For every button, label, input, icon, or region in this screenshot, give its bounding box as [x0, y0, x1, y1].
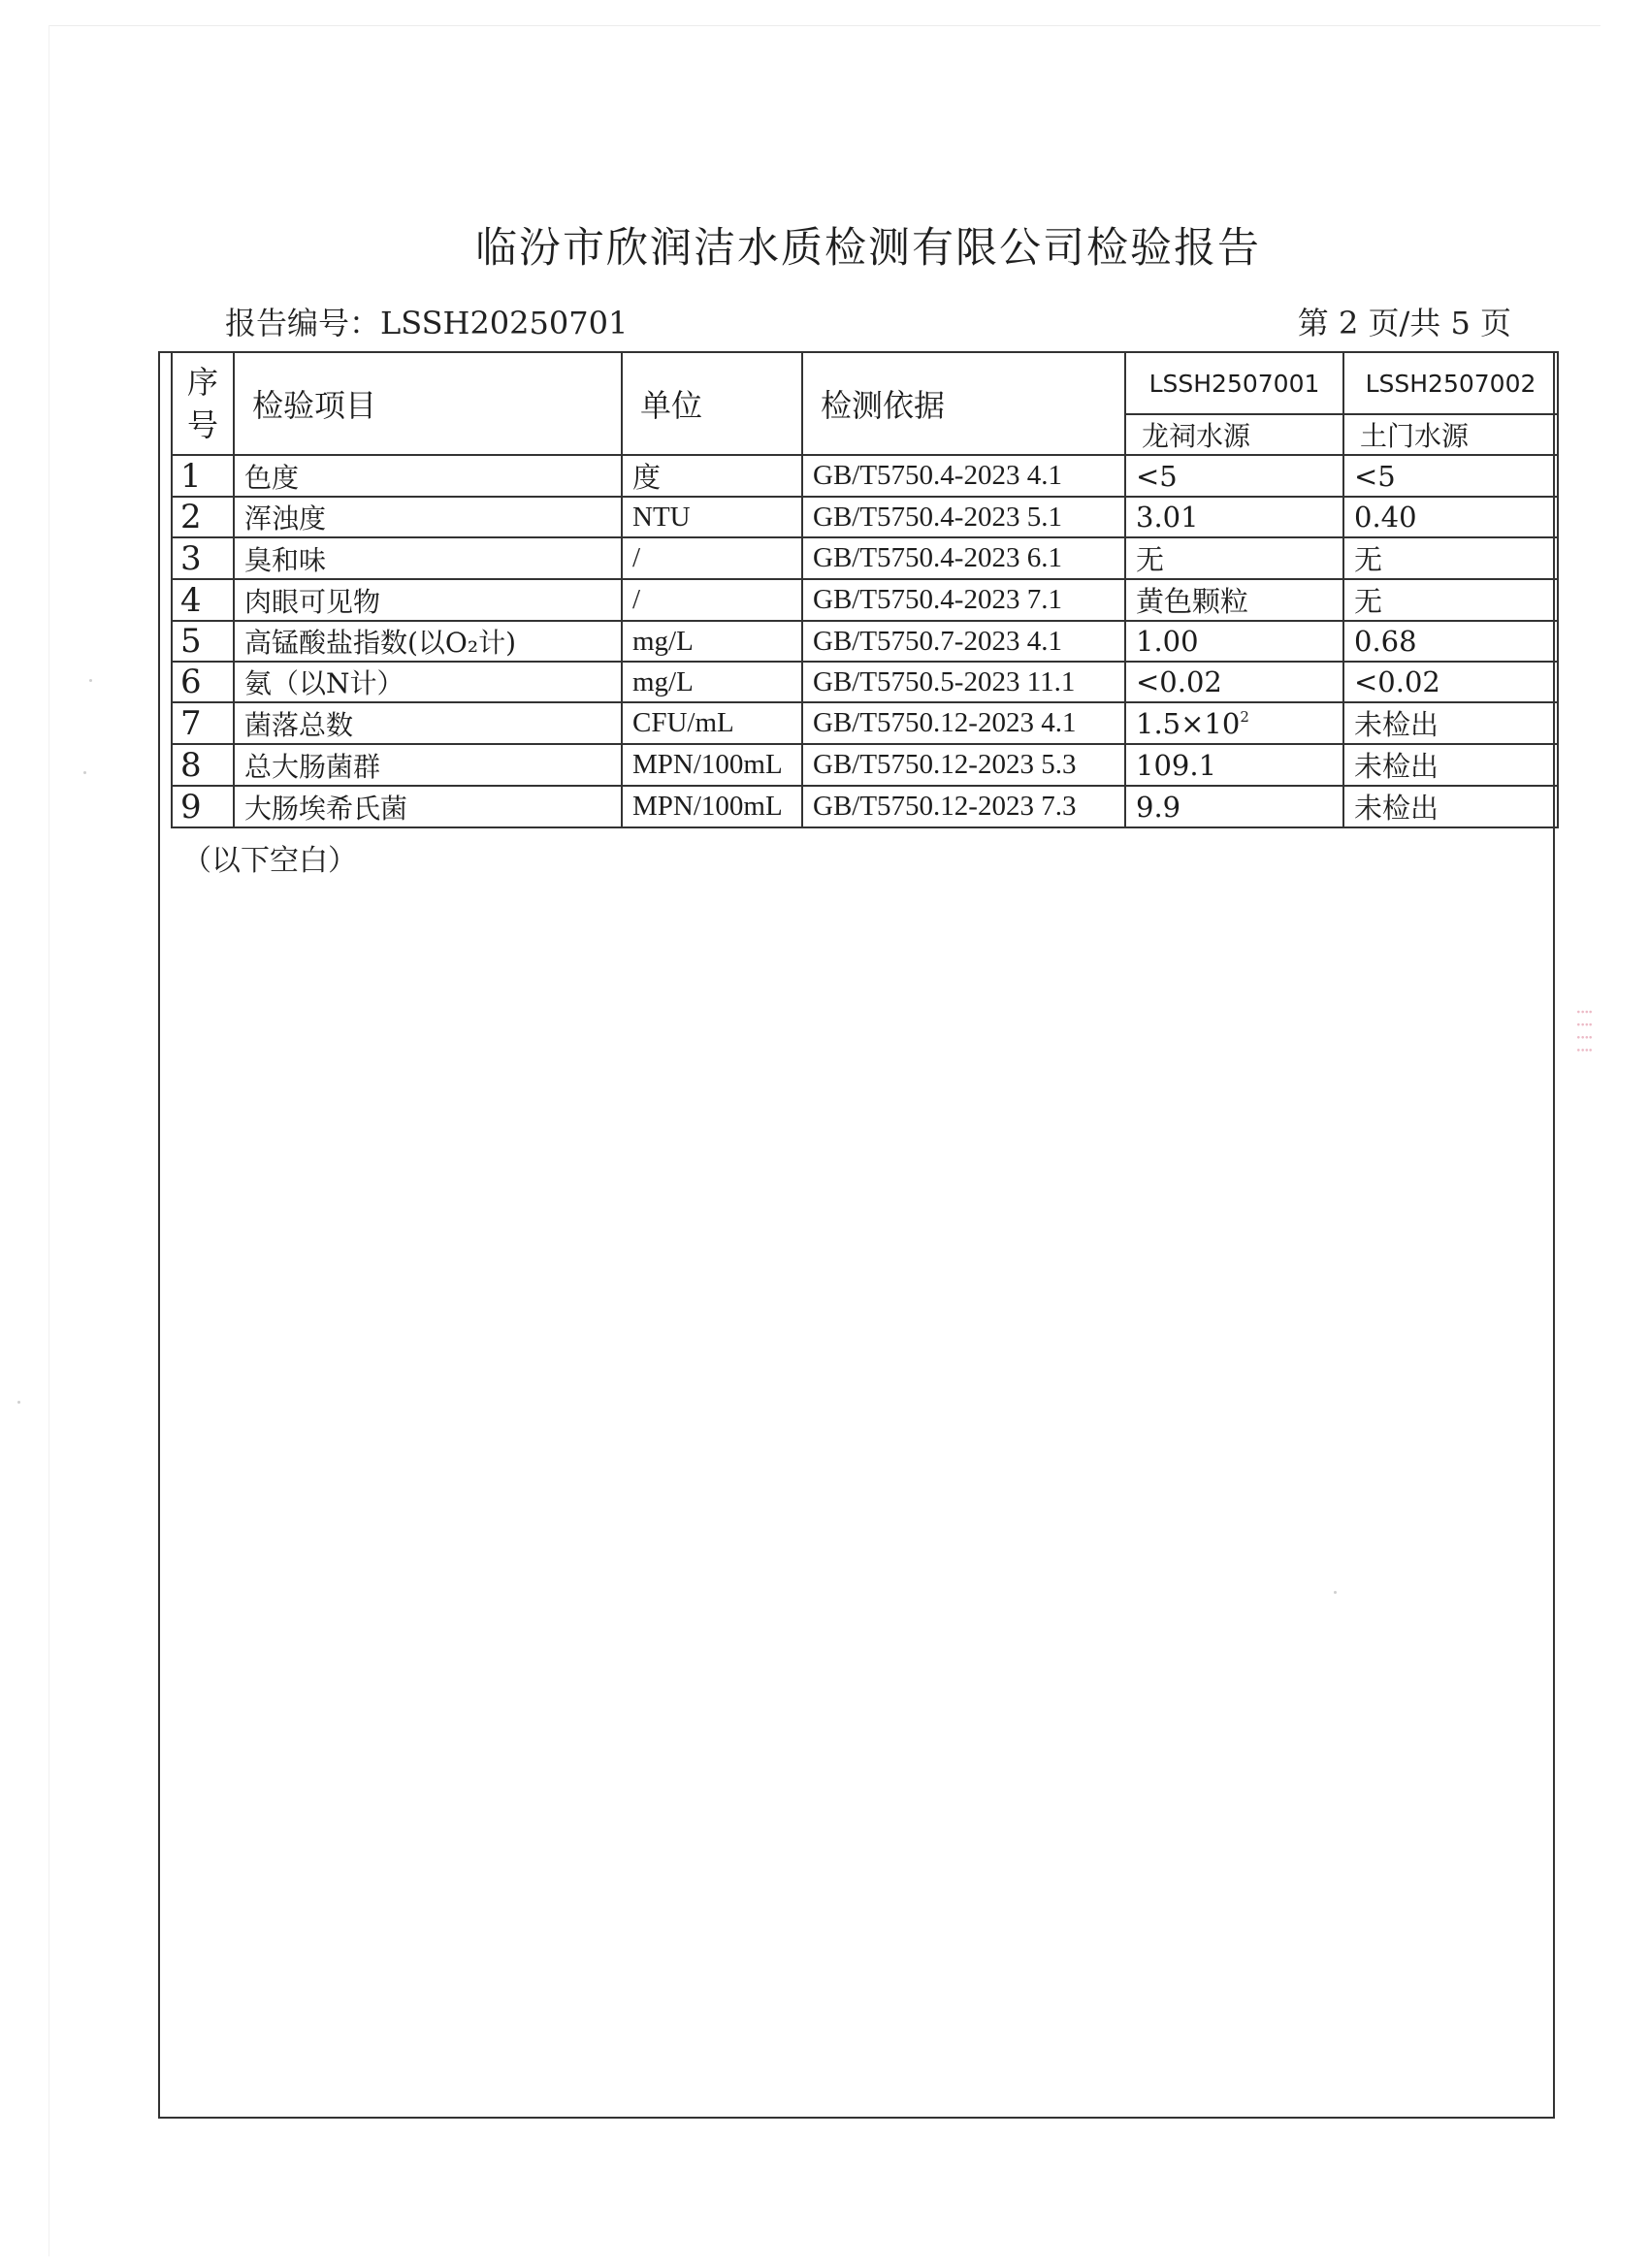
table-row	[172, 537, 1558, 579]
row-method: GB/T5750.5-2023 11.1	[802, 662, 1125, 702]
header-sample1-source: 龙祠水源	[1125, 414, 1343, 455]
row-item: 菌落总数	[234, 702, 622, 744]
row-item: 氨（以N计）	[234, 662, 622, 702]
scan-edge-left	[48, 25, 49, 2256]
row-seq: 6	[172, 662, 234, 702]
row-method: GB/T5750.4-2023 5.1	[802, 497, 1125, 537]
row-seq: 3	[172, 537, 234, 579]
row-method: GB/T5750.12-2023 5.3	[802, 744, 1125, 786]
row-sample1: <5	[1125, 455, 1343, 497]
row-sample1	[1125, 702, 1343, 744]
table-row	[172, 744, 1558, 786]
row-item: 色度	[234, 455, 622, 497]
sample1-mantissa: 1.5×10	[1136, 706, 1241, 740]
row-item: 总大肠菌群	[234, 744, 622, 786]
scan-speck	[1334, 1591, 1337, 1594]
row-unit: NTU	[622, 497, 802, 537]
row-sample2: 未检出	[1343, 786, 1558, 827]
row-seq: 8	[172, 744, 234, 786]
row-sample1: 9.9	[1125, 786, 1343, 827]
row-unit: mg/L	[622, 662, 802, 702]
row-sample2: 无	[1343, 537, 1558, 579]
row-method: GB/T5750.7-2023 4.1	[802, 621, 1125, 662]
row-seq: 4	[172, 579, 234, 621]
table-row	[172, 621, 1558, 662]
row-item: 大肠埃希氏菌	[234, 786, 622, 827]
report-title: 临汾市欣润洁水质检测有限公司检验报告	[475, 224, 1261, 273]
table-row	[172, 786, 1558, 827]
header-unit: 单位	[622, 352, 802, 455]
seam-stamp-fragment: ⁞ ⁞ ⁞ ⁞	[1571, 1009, 1596, 1053]
table-row	[172, 497, 1558, 537]
header-sample2-source: 土门水源	[1343, 414, 1558, 455]
table-row	[172, 579, 1558, 621]
report-number: 报告编号：LSSH20250701	[225, 305, 629, 341]
scan-speck	[17, 1401, 20, 1404]
table-row	[172, 662, 1558, 702]
row-method: GB/T5750.4-2023 6.1	[802, 537, 1125, 579]
row-seq: 5	[172, 621, 234, 662]
row-method: GB/T5750.12-2023 7.3	[802, 786, 1125, 827]
row-sample2: 0.68	[1343, 621, 1558, 662]
row-sample2: <0.02	[1343, 662, 1558, 702]
row-method: GB/T5750.12-2023 4.1	[802, 702, 1125, 744]
row-unit: 度	[622, 455, 802, 497]
results-table	[171, 351, 1559, 828]
row-method: GB/T5750.4-2023 7.1	[802, 579, 1125, 621]
header-sample1-code: LSSH2507001	[1125, 352, 1343, 414]
row-unit: CFU/mL	[622, 702, 802, 744]
row-sample1: 1.00	[1125, 621, 1343, 662]
scan-speck	[83, 771, 86, 774]
row-unit: MPN/100mL	[622, 744, 802, 786]
row-seq: 9	[172, 786, 234, 827]
row-seq: 2	[172, 497, 234, 537]
table-row	[172, 702, 1558, 744]
row-item: 浑浊度	[234, 497, 622, 537]
header-seq: 序号	[172, 352, 234, 455]
header-sample2-code: LSSH2507002	[1343, 352, 1558, 414]
row-unit: /	[622, 537, 802, 579]
row-sample2: 未检出	[1343, 702, 1558, 744]
scan-speck	[89, 679, 92, 682]
row-method: GB/T5750.4-2023 4.1	[802, 455, 1125, 497]
row-sample1: 109.1	[1125, 744, 1343, 786]
row-seq: 1	[172, 455, 234, 497]
row-unit: /	[622, 579, 802, 621]
row-item: 臭和味	[234, 537, 622, 579]
row-item: 高锰酸盐指数(以O₂计)	[234, 621, 622, 662]
row-sample1: 黄色颗粒	[1125, 579, 1343, 621]
header-method: 检测依据	[802, 352, 1125, 455]
row-sample1: 3.01	[1125, 497, 1343, 537]
table-header-row	[172, 352, 1558, 414]
table-row	[172, 455, 1558, 497]
row-sample1: 无	[1125, 537, 1343, 579]
scan-edge-top	[48, 25, 1600, 26]
row-unit: MPN/100mL	[622, 786, 802, 827]
row-sample2: 无	[1343, 579, 1558, 621]
row-seq: 7	[172, 702, 234, 744]
row-sample2: <5	[1343, 455, 1558, 497]
row-sample2: 未检出	[1343, 744, 1558, 786]
page-number: 第 2 页/共 5 页	[1297, 305, 1511, 341]
row-item: 肉眼可见物	[234, 579, 622, 621]
row-sample1: <0.02	[1125, 662, 1343, 702]
row-unit: mg/L	[622, 621, 802, 662]
blank-below-note: （以下空白）	[182, 844, 357, 878]
header-item: 检验项目	[234, 352, 622, 455]
row-sample2: 0.40	[1343, 497, 1558, 537]
sample1-exponent: 2	[1240, 707, 1249, 726]
